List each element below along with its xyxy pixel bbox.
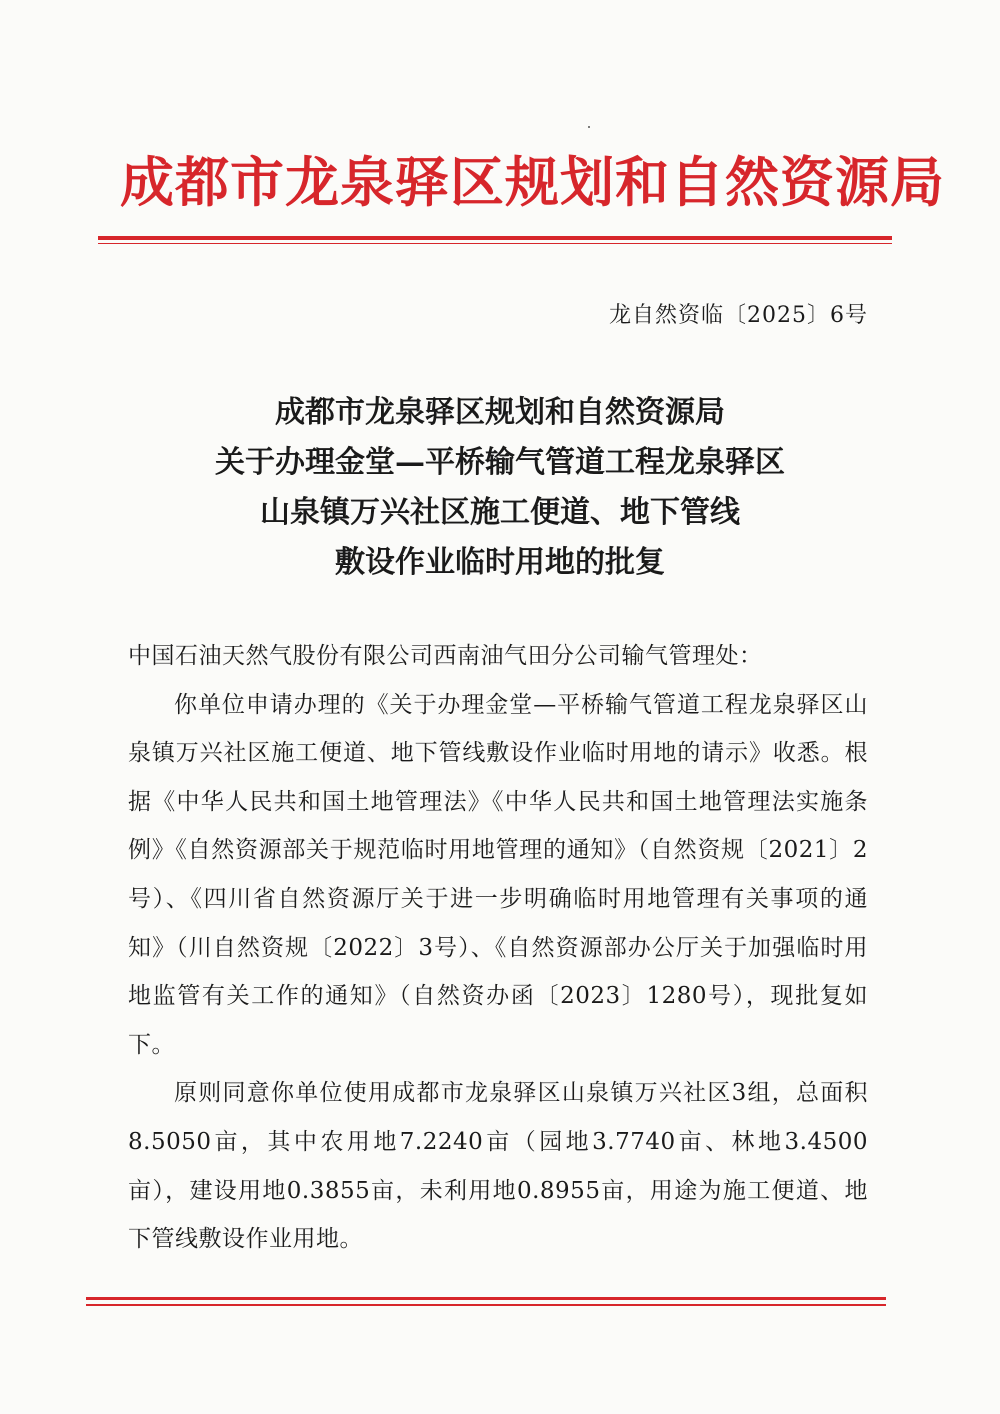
title-line: 关于办理金堂—平桥输气管道工程龙泉驿区 bbox=[215, 445, 785, 480]
addressee: 中国石油天然气股份有限公司西南油气田分公司输气管理处： bbox=[128, 643, 763, 669]
header-red-rule bbox=[98, 236, 892, 240]
org-header: 成都市龙泉驿区规划和自然资源局 bbox=[120, 150, 945, 214]
body-paragraph: 你单位申请办理的《关于办理金堂—平桥输气管道工程龙泉驿区山泉镇万兴社区施工便道、地下管线敷设作业临时用地的请示》收悉。根据《中华人民共和国土地管理法》《中华人民共和国土地管理法实施条例》《自然资源部关于规范临时用地管理的通知》（自然资规〔2021〕2号）、《四川省自然资源厅关于进一步明确临时用地管理有关事项的通知》（川自然资规〔2022〕3号）、《自然资源部办公厅关于加强临时用地监管有关工作的通知》（自然资办函〔2023〕1280号），现批复如下。 bbox=[128, 691, 868, 1058]
title-line: 山泉镇万兴社区施工便道、地下管线 bbox=[260, 495, 740, 530]
document-body bbox=[128, 632, 868, 1264]
body-paragraph: 原则同意你单位使用成都市龙泉驿区山泉镇万兴社区3组，总面积8.5050亩，其中农用地7.2240亩（园地3.7740亩、林地3.4500亩），建设用地0.3855亩，未利用地0.8955亩，用途为施工便道、地下管线敷设作业用地。 bbox=[128, 1080, 868, 1253]
header-red-rule-thin bbox=[98, 243, 892, 244]
document-number: 龙自然资临〔2025〕6号 bbox=[609, 303, 868, 328]
document-title bbox=[100, 388, 900, 588]
footer-red-rule-thin bbox=[86, 1304, 886, 1306]
title-line: 敷设作业临时用地的批复 bbox=[335, 545, 665, 580]
footer-red-rule bbox=[86, 1297, 886, 1300]
scan-speck bbox=[588, 126, 590, 128]
title-line: 成都市龙泉驿区规划和自然资源局 bbox=[275, 395, 725, 430]
